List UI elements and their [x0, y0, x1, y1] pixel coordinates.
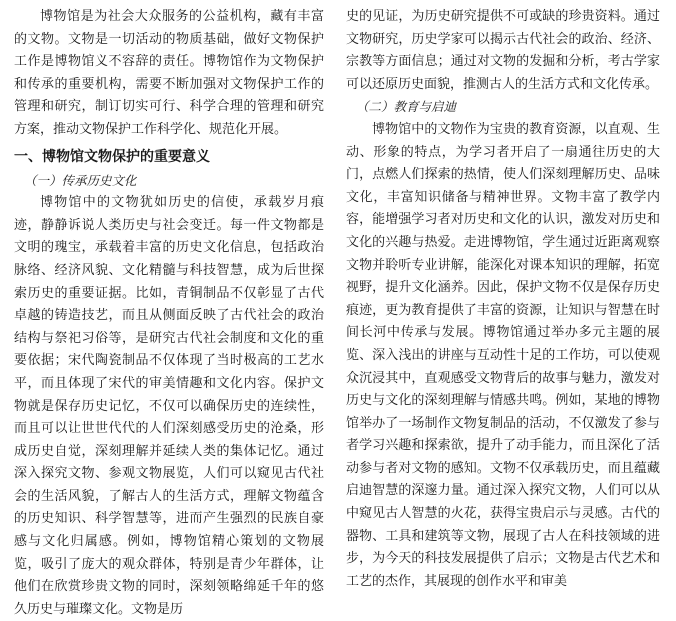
subsection-1-paragraph: 博物馆中的文物犹如历史的信使，承载岁月痕迹，静静诉说人类历史与社会变迁。每一件文物都是文明的瑰宝，承载着丰富的历史文化信息，包括政治脉络、经济风貌、文化精髓与科技智慧，成为后世探索历史的重要证据。比如，青铜制品不仅彰显了古代卓越的铸造技艺，而且从侧面反映了古代社会的政治结构与祭祀习俗等，是研究古代社会制度和文化的重要依据；宋代陶瓷制品不仅体现了当时极高的工艺水平，而且体现了宋代的审美情趣和文化内容。保护文物就是保存历史记忆，不仅可以确保历史的连续性，而且可以让世世代代的人们深刻感受历史的沧桑，形成历史自觉，深刻理解并延续人类的集体记忆。通过深入探究文物、参观文物展览，人们可以窥见古代社会的生活风貌，了解古人的生活方式，理解文物蕴含的历史知识、科学智慧等，进而产生强烈的民族自豪感与文化归属感。例如，博物馆精心策划的文物展览，吸引了庞大的观众群体，特别是青少年群体，让他们在欣赏珍贵文物的同时，深刻领略绵延千年的悠久历史与璀璨文化。文物是历: [14, 195, 324, 617]
subsection-2-paragraph: 博物馆中的文物作为宝贵的教育资源，以直观、生动、形象的特点，为学习者开启了一扇通往历史的大门，点燃人们探索的热情，使人们深刻理解历史、品味文化，丰富知识储备与精神世界。文物丰富了教学内容，能增强学习者对历史和文化的认识，激发对历史和文化的兴趣与热爱。走进博物馆，学生通过近距离观察文物并聆听专业讲解，能深化对课本知识的理解，拓宽视野，提升文化涵养。因此，保护文物不仅是保存历史痕迹，更为教育提供了丰富的资源，让知识与智慧在时间长河中传承与发展。博物馆通过举办多元主题的展览、深入浅出的讲座与互动性十足的工作坊，可以使观众沉浸其中，直观感受文物背后的故事与魅力，激发对历史与文化的深刻理解与情感共鸣。例如，某地的博物馆举办了一场制作文物复制品的活动，不仅激发了参与者学习兴趣和探索欲，提升了动手能力，而且深化了活动参与者对文物的感知。文物不仅承载历史，而且蕴藏启迪智慧的深邃力量。通过深入探究文物，人们可以从中窥见古人智慧的火花，获得宝贵启示与灵感。古代的器物、工具和建筑等文物，展现了古人在科技领域的进步，为今天的科技发展提供了启示；文物是古代艺术和工艺的杰作，其展现的创作水平和审美: [346, 121, 660, 589]
section-title: 一、博物馆文物保护的重要意义: [14, 148, 210, 165]
intro-paragraph: 博物馆是为社会大众服务的公益机构，藏有丰富的文物。文物是一切活动的物质基础，做好文物保护工作是博物馆义不容辞的责任。博物馆作为文物保护和传承的重要机构，需要不断加强对文物保护工作的管理和研究，制订切实可行、科学合理的管理和研究方案，推动文物保护工作科学化、规范化开展。: [14, 9, 324, 137]
continued-paragraph: 史的见证，为历史研究提供不可或缺的珍贵资料。通过文物研究，历史学家可以揭示古代社会的政治、经济、宗教等方面信息；通过对文物的发掘和分析，考古学家可以还原历史面貌，推测古人的生活方式和文化传承。: [346, 9, 660, 92]
left-column: [14, 6, 324, 621]
right-column: [346, 6, 660, 593]
subsection-title-1: （一）传承历史文化: [24, 172, 137, 188]
subsection-title-2: （二）教育与启迪: [356, 99, 457, 115]
